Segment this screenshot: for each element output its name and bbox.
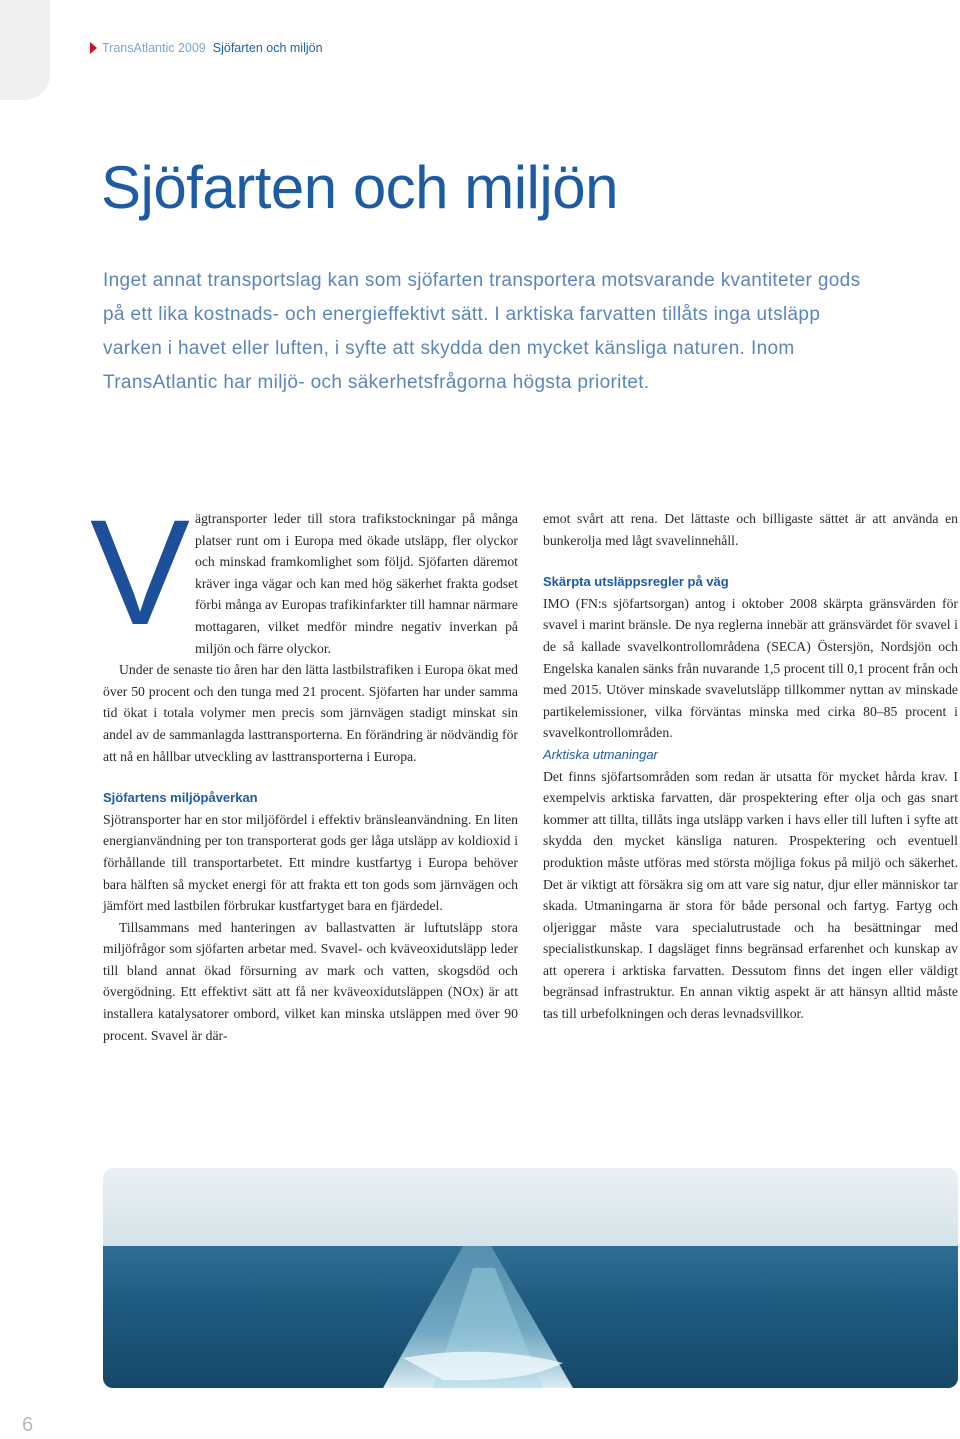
page-title: Sjöfarten och miljön: [101, 154, 618, 221]
corner-tab: [0, 0, 50, 100]
lead-paragraph: Inget annat transportslag kan som sjöfarten transportera motsvarande kvantiteter gods på ett lika kostnads- och energieffektivt sätt. I arktiska farvatten tillåts inga utsläpp varken i havet eller luften, i syfte att skydda den mycket känsliga naturen. Inom TransAtlantic har miljö- och säkerhetsfrågorna högsta prioritet.: [103, 270, 861, 393]
paragraph: emot svårt att rena. Det lättaste och billigaste sättet är att använda en bunkerolja med lågt svavelinnehåll.: [543, 511, 958, 548]
column-left: [89, 488, 518, 1046]
page-number: 6: [22, 1414, 34, 1436]
breadcrumb-publication: TransAtlantic 2009: [102, 41, 206, 55]
paragraph: IMO (FN:s sjöfartsorgan) antog i oktober 2008 skärpta gränsvärden för svavel i marint bränsle. De nya reglerna innebär att gränsvärdet för svavel i de så kallade svavelkontrollområdena (SECA) Östersjön, Nordsjön och Engelska kanalen sänks från nuvarande 1,5 procent till 0,1 procent från och med 2015. Utöver minskade svavelutsläpp tillkommer nyttan av minskade partikelemissioner, vilka förväntas minska med cirka 80–85 procent i svavelkontrollområden.: [543, 595, 958, 741]
paragraph: Tillsammans med hanteringen av ballastvatten är luftutsläpp stora miljöfrågor som sjöfarten arbetar med. Svavel- och kväveoxidutsläpp leder till bland annat ökad försurning av mark och vatten, skogsdöd och övergödning. Ett effektivt sätt att få ner kväveoxidutsläppen (NOx) är att installera katalysatorer ombord, vilket kan minska utsläppen med över 90 procent. Svavel är där-: [103, 919, 518, 1043]
subheading: Sjöfartens miljöpåverkan: [103, 790, 258, 806]
paragraph: Under de senaste tio åren har den lätta lastbilstrafiken i Europa ökat med över 50 procent och den tunga med 21 procent. Sjöfarten har under samma tid ökat i totala volymer men precis som järnvägen stadigt minskat sin andel av de sammanlagda lasttransporterna. En förändring är nödvändig för att nå en hållbar utveckling av lasttransporterna i Europa.: [103, 662, 518, 764]
paragraph: Sjötransporter har en stor miljöfördel i effektiv bränsleanvändning. En liten energianvändning per ton transporterat gods ger låga utsläpp av koldioxid i förhållande till transportarbetet. Ett mindre kustfartyg i Europa behöver bara hälften så mycket energi för att frakta ett ton gods som järnvägen och jämfört med lastbilen förbrukar kustfartyget bara en fjärdedel.: [103, 811, 518, 914]
sea-wake-photo: [103, 1168, 958, 1388]
paragraph: Det finns sjöfartsområden som redan är utsatta för mycket hårda krav. I exempelvis arktiska farvatten, där prospektering efter olja och gas snart kommer att tillta, tillåts inga utsläpp varken i havs eller till luften i syfte att skydda den mycket känsliga naturen. Prospektering och eventuell produktion måste utföras med största möjliga fokus på miljö och säkerhet. Det är viktigt att försäkra sig om att vare sig natur, djur eller människor tar skada. Utmaningarna är stora för både personal och fartyg. Fartyg och oljeriggar måste vara specialutrustade och ha besättningar med specialistkunskap. I dagsläget finns begränsad erfarenhet och kunskap av att operera i arktiska farvatten. Dessutom finns det ingen eller väldigt begränsad infrastruktur. En annan viktig aspekt är att hänsyn alltid måste tas till urbefolkningen och deras levnadsvillkor.: [543, 768, 958, 1022]
drop-cap: V: [89, 488, 191, 656]
breadcrumb: [90, 41, 323, 55]
paragraph-intro: ägtransporter leder till stora trafikstockningar på många platser runt om i Europa med ökade utsläpp, fler olyckor och minskad framkomlighet som följd. Sjöfarten däremot kräver inga vägar och kan med hög säkerhet frakta godset förbi många av Europas trafikinfarkter till hamnar närmare mottagaren, vilket medför mindre negativ inverkan på miljön och färre olyckor.: [195, 511, 518, 656]
subheading-italic: Arktiska utmaningar: [543, 746, 658, 762]
subheading: Skärpta utsläppsregler på väg: [543, 574, 729, 590]
breadcrumb-arrow-icon: [90, 42, 97, 54]
column-right: [543, 508, 958, 1025]
breadcrumb-section: Sjöfarten och miljön: [212, 41, 323, 55]
